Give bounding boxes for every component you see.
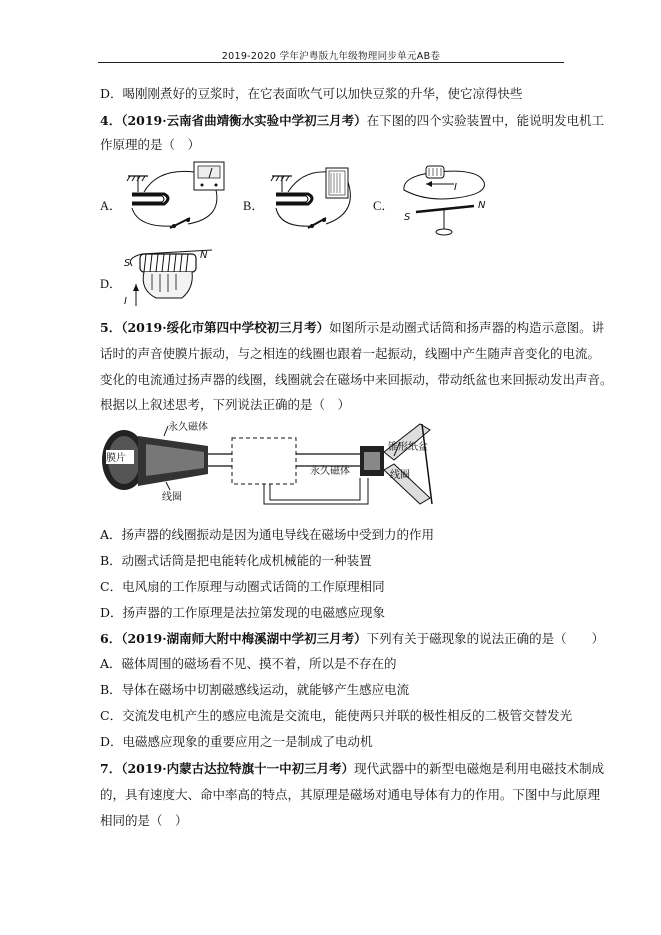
q5-option-c: C．电风扇的工作原理与动圈式话筒的工作原理相同 <box>100 579 385 594</box>
q5-membrane-label: 膜片 <box>106 453 126 464</box>
q4-stem-text1: 在下图的四个实验装置中，能说明发电机工 <box>366 113 605 128</box>
q4-source: （2019·云南省曲靖衡水实验中学初三月考） <box>121 113 367 128</box>
q6-source: （2019·湖南师大附中梅溪湖中学初三月考） <box>121 631 367 646</box>
q5-microphone-speaker-diagram <box>98 420 438 520</box>
q5-stem-text1: 如图所示是动圈式话筒和扬声器的构造示意图。讲 <box>329 320 605 335</box>
q5-speaker-magnet-label: 永久磁体 <box>310 466 350 477</box>
q4-option-c-label: C． <box>373 199 394 213</box>
q5-mic-magnet-label: 永久磁体 <box>168 422 208 433</box>
q5-cone-label: 锥形纸盆 <box>388 442 428 453</box>
q4-stem-line2: 作原理的是（ ） <box>100 137 201 152</box>
q4-diagram-c <box>396 160 496 240</box>
q4-d-current-label: I <box>124 296 127 307</box>
q7-stem-line2: 的，具有速度大、命中率高的特点，其原理是磁场对通电导体有力的作用。下图中与此原理 <box>100 787 601 802</box>
q6-option-d: D．电磁感应现象的重要应用之一是制成了电动机 <box>100 734 373 749</box>
q7-source: （2019·内蒙古达拉特旗十一中初三月考） <box>121 761 355 776</box>
q6-option-c: C．交流发电机产生的感应电流是交流电，能使两只并联的极性相反的二极管交替发光 <box>100 708 573 723</box>
q5-number: 5． <box>100 320 122 335</box>
q4-diagram-b <box>262 158 372 238</box>
q6-option-a: A．磁体周围的磁场看不见、摸不着，所以是不存在的 <box>100 656 397 671</box>
q5-stem-line2: 话时的声音使膜片振动，与之相连的线圈也跟着一起振动，线圈中产生随声音变化的电流。 <box>100 346 601 361</box>
q4-option-a-label: A． <box>100 199 122 213</box>
q6-number: 6． <box>100 631 122 646</box>
q4-c-south-label: S <box>404 212 411 223</box>
q5-stem-line1 <box>100 320 604 336</box>
q7-stem-line3: 相同的是（ ） <box>100 813 188 828</box>
q4-diagram-d <box>122 244 232 312</box>
q4-stem-line1 <box>100 113 604 129</box>
q5-option-a: A．扬声器的线圈振动是因为通电导线在磁场中受到力的作用 <box>100 527 435 542</box>
q5-source: （2019·绥化市第四中学校初三月考） <box>121 320 330 335</box>
q5-stem-line4: 根据以上叙述思考，下列说法正确的是（ ） <box>100 397 351 412</box>
q4-diagram-a <box>118 158 238 238</box>
q7-stem-line1 <box>100 761 604 777</box>
q5-mic-coil-label: 线圈 <box>162 492 182 503</box>
q6-stem <box>100 631 604 647</box>
q3-option-d: D．喝刚刚煮好的豆浆时，在它表面吹气可以加快豆浆的升华，使它凉得快些 <box>100 86 523 101</box>
q5-speaker-coil-label: 线圈 <box>390 470 410 481</box>
q6-stem-text: 下列有关于磁现象的说法正确的是（ ） <box>366 631 605 646</box>
q7-stem-text1: 现代武器中的新型电磁炮是利用电磁技术制成 <box>354 761 605 776</box>
q5-option-b: B．动圈式话筒是把电能转化成机械能的一种装置 <box>100 553 372 568</box>
q6-option-b: B．导体在磁场中切割磁感线运动，就能够产生感应电流 <box>100 682 410 697</box>
q4-c-current-label: I <box>454 182 457 193</box>
q4-d-south-label: S <box>124 258 131 269</box>
q5-option-d: D．扬声器的工作原理是法拉第发现的电磁感应现象 <box>100 605 386 620</box>
q4-option-b-label: B． <box>243 199 264 213</box>
q4-number: 4． <box>100 113 122 128</box>
page-header: 2019-2020 学年沪粤版九年级物理同步单元AB卷 <box>221 51 441 62</box>
q7-number: 7． <box>100 761 122 776</box>
header-rule <box>98 62 564 63</box>
q5-stem-line3: 变化的电流通过扬声器的线圈，线圈就会在磁场中来回振动，带动纸盆也来回振动发出声音。 <box>100 372 613 387</box>
q4-d-north-label: N <box>200 250 208 261</box>
q4-c-north-label: N <box>478 200 486 211</box>
q4-option-d-label: D． <box>100 277 122 291</box>
